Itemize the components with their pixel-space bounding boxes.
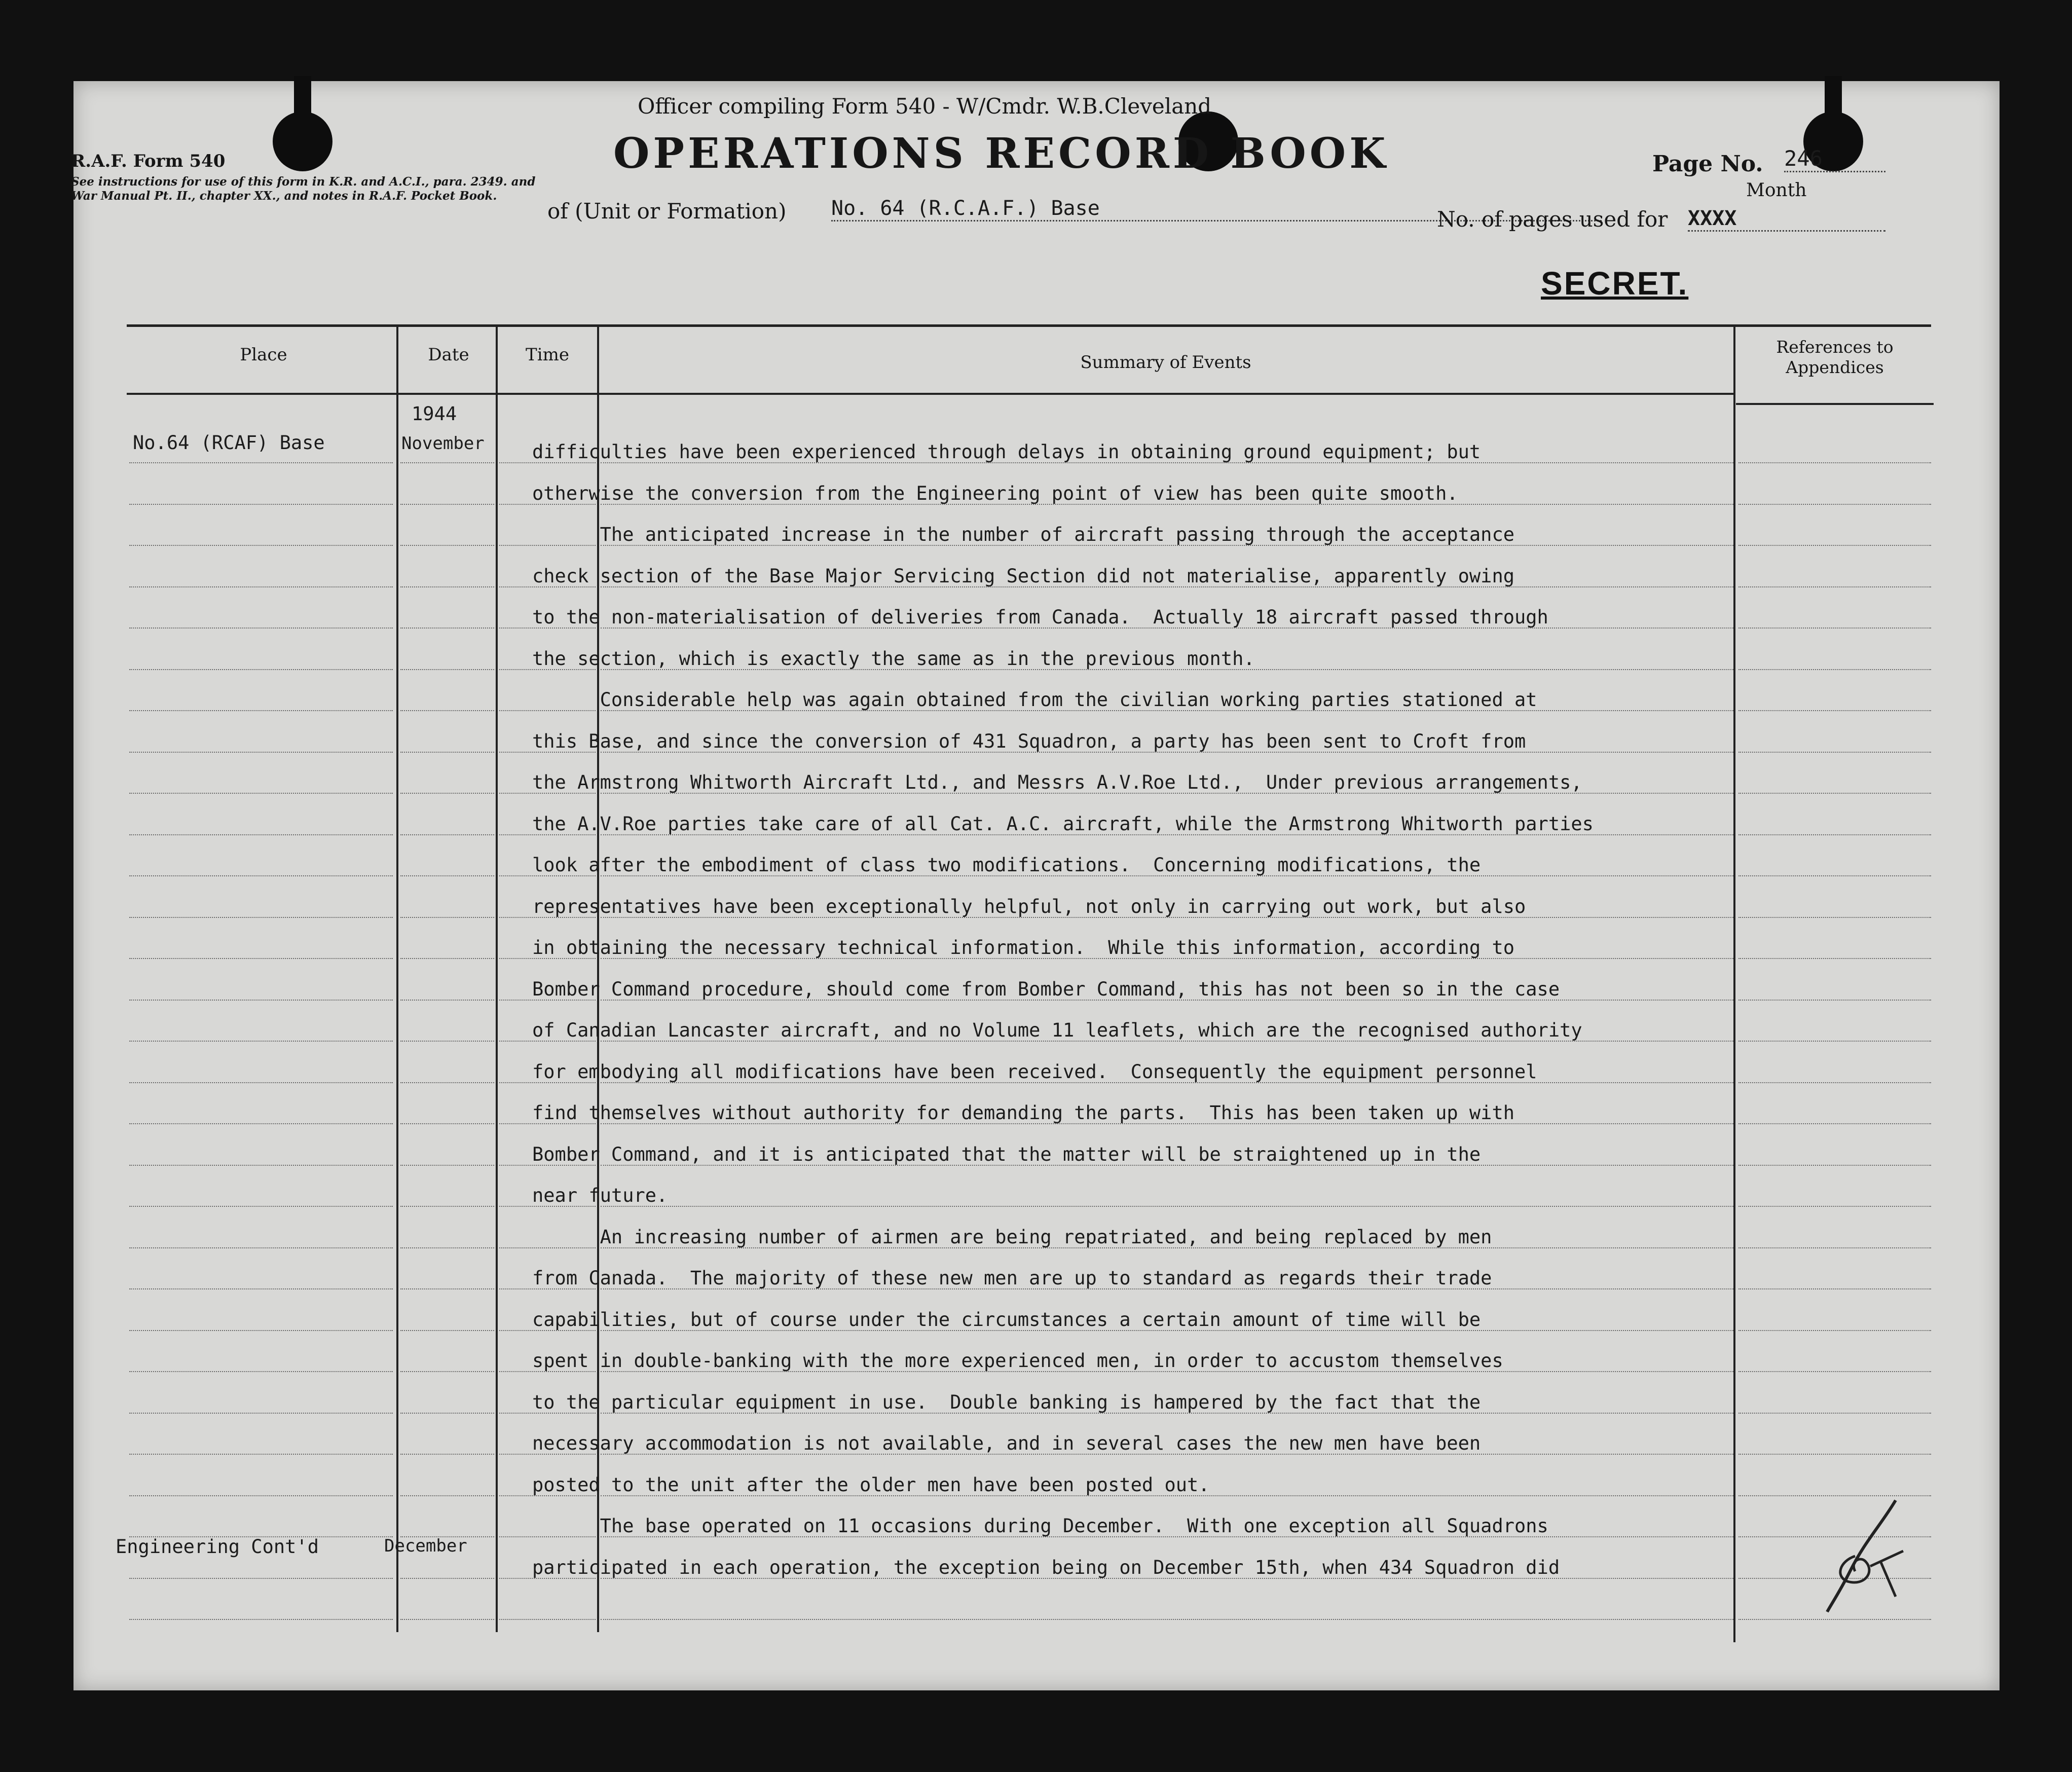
form-number: R.A.F. Form 540	[71, 151, 226, 171]
ruled-line	[1738, 710, 1931, 711]
ruled-line	[400, 1578, 494, 1579]
unit-value: No. 64 (R.C.A.F.) Base	[831, 197, 1602, 222]
binder-hole-icon	[273, 112, 332, 171]
references-header-border	[1736, 403, 1934, 405]
ruled-line	[400, 958, 494, 959]
summary-line: for embodying all modifications have been received. Consequently the equipment personnel	[532, 1061, 1537, 1083]
ruled-line	[129, 1123, 393, 1124]
ruled-line	[400, 1413, 494, 1414]
ruled-line	[400, 752, 494, 753]
ruled-line	[129, 1578, 393, 1579]
summary-line: this Base, and since the conversion of 431 Squadron, a party has been sent to Croft from	[532, 730, 1526, 752]
summary-line: capabilities, but of course under the circumstances a certain amount of time will be	[532, 1309, 1481, 1331]
ruled-line	[400, 1247, 494, 1248]
ruled-line	[400, 627, 494, 629]
ruled-line	[400, 545, 494, 546]
ruled-line	[129, 1619, 393, 1620]
ruled-line	[129, 1495, 393, 1496]
ruled-line	[1738, 834, 1931, 835]
time-column-divider	[496, 324, 498, 1632]
ruled-line	[400, 1454, 494, 1455]
ruled-line	[400, 1330, 494, 1331]
summary-line: Considerable help was again obtained from the civilian working parties stationed at	[532, 689, 1537, 711]
ruled-line	[129, 1000, 393, 1001]
ruled-line	[1738, 627, 1931, 629]
summary-line: in obtaining the necessary technical information. While this information, according to	[532, 937, 1515, 958]
ruled-line	[129, 1082, 393, 1083]
ruled-line	[499, 1619, 596, 1620]
summary-line: to the particular equipment in use. Double banking is hampered by the fact that the	[532, 1391, 1481, 1413]
ruled-line	[129, 710, 393, 711]
page-title: OPERATIONS RECORD BOOK	[613, 129, 1389, 178]
date-column-divider	[396, 324, 398, 1632]
header-bottom-border	[127, 393, 1733, 395]
summary-line: find themselves without authority for demanding the parts. This has been taken up with	[532, 1102, 1515, 1124]
ruled-line	[129, 917, 393, 918]
ruled-line	[129, 545, 393, 546]
ruled-line	[129, 1288, 393, 1289]
ruled-line	[1738, 504, 1931, 505]
ruled-line	[1738, 1082, 1931, 1083]
column-header-time: Time	[526, 345, 569, 365]
month-label: Month	[1746, 180, 1807, 201]
ruled-line	[1738, 875, 1931, 876]
place-entry-1: No.64 (RCAF) Base	[133, 432, 325, 454]
ruled-line	[1738, 545, 1931, 546]
place-entry-2: Engineering Cont'd	[116, 1536, 319, 1558]
page-number-value: 246	[1784, 146, 1885, 172]
summary-line: of Canadian Lancaster aircraft, and no Volume 11 leaflets, which are the recognised authority	[532, 1019, 1582, 1041]
page-number-label: Page No.	[1652, 151, 1763, 177]
ruled-line	[400, 793, 494, 794]
ruled-line	[400, 1288, 494, 1289]
ruled-line	[129, 752, 393, 753]
form-instructions: See instructions for use of this form in K.R. and A.C.I., para. 2349. and War Manual Pt. II., chapter XX., and notes in R.A.F. Pocket Book.	[71, 175, 536, 203]
ruled-line	[400, 462, 494, 463]
ruled-line	[129, 958, 393, 959]
ruled-line	[1738, 1413, 1931, 1414]
ruled-line	[129, 1041, 393, 1042]
ruled-line	[400, 1123, 494, 1124]
summary-line: necessary accommodation is not available, and in several cases the new men have been	[532, 1432, 1481, 1454]
date-month-entry-2: December	[384, 1536, 467, 1556]
ruled-line	[1738, 1041, 1931, 1042]
references-column-divider	[1733, 324, 1735, 1642]
summary-line: look after the embodiment of class two modifications. Concerning modifications, the	[532, 854, 1481, 876]
ruled-line	[601, 1619, 1733, 1620]
ruled-line	[1738, 1330, 1931, 1331]
summary-line: spent in double-banking with the more experienced men, in order to accustom themselves	[532, 1350, 1503, 1372]
ruled-line	[129, 586, 393, 587]
summary-line: from Canada. The majority of these new men are up to standard as regards their trade	[532, 1267, 1492, 1289]
ruled-line	[129, 793, 393, 794]
unit-label: of (Unit or Formation)	[547, 199, 787, 224]
ruled-line	[1738, 1454, 1931, 1455]
ruled-line	[400, 504, 494, 505]
ruled-line	[129, 1206, 393, 1207]
ruled-line	[400, 1619, 494, 1620]
ruled-line	[400, 834, 494, 835]
ruled-line	[1738, 1206, 1931, 1207]
ruled-line	[400, 1000, 494, 1001]
summary-line: check section of the Base Major Servicing Section did not materialise, apparently owing	[532, 565, 1515, 587]
ruled-line	[129, 462, 393, 463]
column-header-date: Date	[428, 345, 469, 365]
ruled-line	[400, 917, 494, 918]
ruled-line	[129, 1247, 393, 1248]
officer-compiling-line: Officer compiling Form 540 - W/Cmdr. W.B.Cleveland	[638, 94, 1212, 119]
summary-line: the A.V.Roe parties take care of all Cat. A.C. aircraft, while the Armstrong Whitworth parties	[532, 813, 1594, 835]
ruled-line	[400, 875, 494, 876]
secret-stamp: SECRET.	[1541, 265, 1689, 302]
date-year-entry-1: 1944	[412, 403, 457, 425]
ruled-line	[129, 627, 393, 629]
column-header-summary: Summary of Events	[1080, 352, 1251, 373]
ruled-line	[1738, 1247, 1931, 1248]
ruled-line	[129, 504, 393, 505]
ruled-line	[400, 710, 494, 711]
ruled-line	[1738, 1619, 1931, 1620]
pages-used-label: No. of pages used for	[1437, 207, 1668, 232]
date-month-entry-1: November	[401, 433, 485, 454]
ruled-line	[601, 1206, 1733, 1207]
ruled-line	[129, 1371, 393, 1372]
summary-line: the section, which is exactly the same as in the previous month.	[532, 648, 1255, 670]
ruled-line	[129, 1454, 393, 1455]
ruled-line	[129, 834, 393, 835]
summary-line: near future.	[532, 1185, 668, 1206]
summary-line: otherwise the conversion from the Engineering point of view has been quite smooth.	[532, 483, 1458, 504]
summary-line: difficulties have been experienced through delays in obtaining ground equipment; but	[532, 441, 1481, 463]
ruled-line	[400, 586, 494, 587]
ruled-line	[1738, 1000, 1931, 1001]
ruled-line	[400, 669, 494, 670]
summary-line: An increasing number of airmen are being repatriated, and being replaced by men	[532, 1226, 1492, 1248]
ruled-line	[129, 669, 393, 670]
ruled-line	[1738, 917, 1931, 918]
ruled-line	[400, 1206, 494, 1207]
pages-used-value: XXXX	[1688, 207, 1885, 232]
summary-line: The base operated on 11 occasions during December. With one exception all Squadrons	[532, 1515, 1548, 1537]
ruled-line	[1738, 958, 1931, 959]
ruled-line	[1738, 752, 1931, 753]
ruled-line	[129, 1330, 393, 1331]
ruled-line	[400, 1165, 494, 1166]
summary-line: to the non-materialisation of deliveries from Canada. Actually 18 aircraft passed through	[532, 606, 1548, 628]
ruled-line	[1738, 793, 1931, 794]
ruled-line	[1738, 1288, 1931, 1289]
ruled-line	[129, 1165, 393, 1166]
column-header-references: References to Appendices	[1776, 337, 1894, 377]
summary-line: participated in each operation, the exception being on December 15th, when 434 Squadron did	[532, 1557, 1560, 1578]
ruled-line	[1738, 1165, 1931, 1166]
ruled-line	[1738, 669, 1931, 670]
ruled-line	[1738, 462, 1931, 463]
ruled-line	[400, 1371, 494, 1372]
summary-line: posted to the unit after the older men have been posted out.	[532, 1474, 1210, 1496]
summary-line: Bomber Command, and it is anticipated that the matter will be straightened up in the	[532, 1143, 1481, 1165]
ruled-line	[400, 1082, 494, 1083]
summary-line: representatives have been exceptionally helpful, not only in carrying out work, but also	[532, 896, 1526, 917]
ruled-line	[129, 1413, 393, 1414]
ruled-line	[400, 1041, 494, 1042]
ruled-line	[400, 1495, 494, 1496]
summary-line: The anticipated increase in the number of aircraft passing through the acceptance	[532, 524, 1515, 545]
summary-line: the Armstrong Whitworth Aircraft Ltd., and Messrs A.V.Roe Ltd., Under previous arrangements,	[532, 771, 1582, 793]
ruled-line	[1738, 586, 1931, 587]
column-header-place: Place	[240, 345, 287, 365]
ruled-line	[1738, 1371, 1931, 1372]
summary-line: Bomber Command procedure, should come from Bomber Command, this has not been so in the case	[532, 978, 1560, 1000]
handwritten-initials-icon	[1820, 1495, 1911, 1617]
ruled-line	[1738, 1123, 1931, 1124]
ruled-line	[129, 875, 393, 876]
